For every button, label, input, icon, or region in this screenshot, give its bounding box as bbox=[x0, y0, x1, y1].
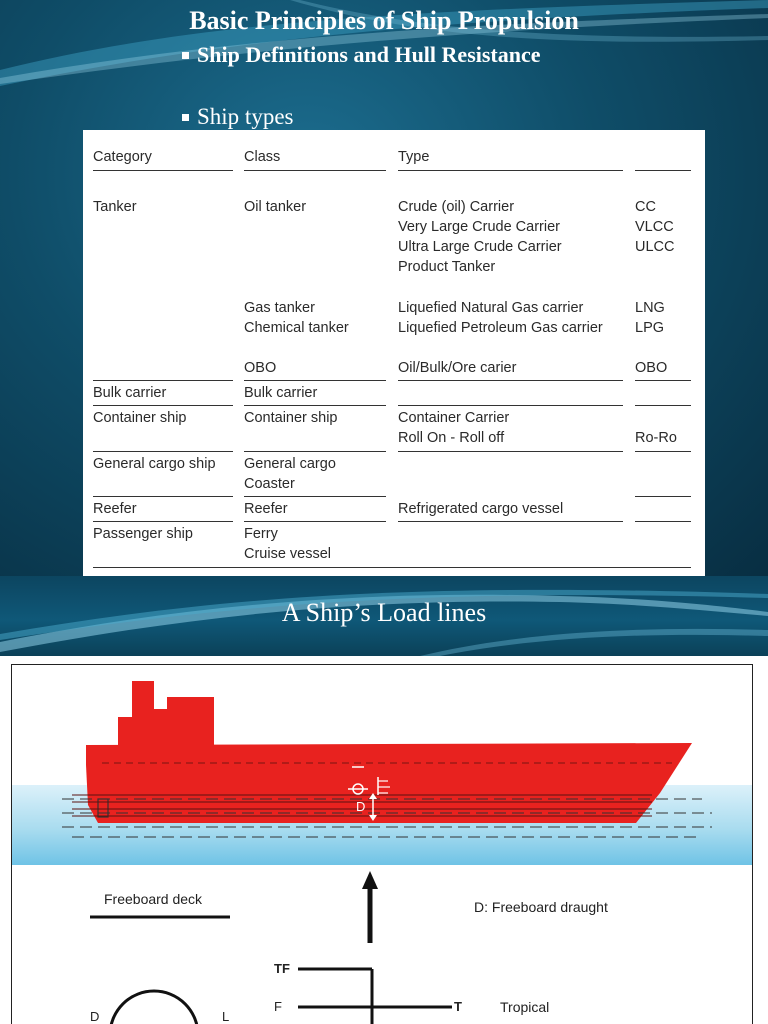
row-rule bbox=[398, 380, 623, 381]
cell-gas-abbr: LNG LPG bbox=[635, 300, 665, 336]
bullet-text: Ship types bbox=[197, 104, 294, 129]
cell-container-types: Container Carrier Roll On - Roll off bbox=[398, 410, 510, 446]
row-rule bbox=[244, 521, 386, 522]
cell-roro-abbr: Ro-Ro bbox=[635, 430, 677, 446]
row-rule bbox=[244, 405, 386, 406]
bullet-text: Ship Definitions and Hull Resistance bbox=[197, 42, 541, 67]
header-rule bbox=[93, 170, 233, 171]
cell-reefer-category: Reefer bbox=[93, 501, 137, 517]
row-rule bbox=[244, 451, 386, 452]
draught-marker-label: D bbox=[356, 799, 366, 814]
ship-diagram bbox=[12, 665, 752, 1024]
cell-obo-class: OBO bbox=[244, 360, 277, 376]
cell-obo-type: Oil/Bulk/Ore carier bbox=[398, 360, 517, 376]
t-label: T bbox=[454, 999, 462, 1014]
header-type: Type bbox=[398, 149, 430, 165]
ring-right-label: L bbox=[222, 1009, 230, 1024]
cell-reefer-type: Refrigerated cargo vessel bbox=[398, 501, 564, 517]
cell-general-class: General cargo Coaster bbox=[244, 456, 336, 492]
slide-load-lines bbox=[0, 656, 768, 1024]
table-bottom-rule bbox=[93, 567, 691, 568]
cell-general-category: General cargo ship bbox=[93, 456, 216, 472]
cell-oil-types: Crude (oil) Carrier Very Large Crude Carrier Ultra Large Crude Carrier Product Tanker bbox=[398, 199, 562, 275]
freeboard-draught-label: D: Freeboard draught bbox=[474, 899, 608, 915]
bullet-square-icon bbox=[182, 52, 189, 59]
header-rule bbox=[244, 170, 386, 171]
row-rule bbox=[398, 405, 623, 406]
cell-container-class: Container ship bbox=[244, 410, 338, 426]
header-rule bbox=[398, 170, 623, 171]
row-rule bbox=[93, 380, 233, 381]
row-rule bbox=[398, 451, 623, 452]
load-lines-title: A Ship’s Load lines bbox=[281, 598, 487, 627]
load-lines-figure bbox=[11, 664, 753, 1024]
cell-oil-tanker: Oil tanker bbox=[244, 199, 307, 215]
bullet-square-icon bbox=[182, 114, 189, 121]
row-rule bbox=[93, 521, 233, 522]
cell-tanker: Tanker bbox=[93, 199, 137, 215]
slide-header-load-lines bbox=[0, 576, 768, 656]
header-rule bbox=[635, 170, 691, 171]
bullet-hull-resistance bbox=[182, 42, 541, 68]
header-category: Category bbox=[93, 149, 152, 165]
f-label: F bbox=[274, 999, 282, 1014]
row-rule bbox=[93, 451, 233, 452]
cell-bulk-class: Bulk carrier bbox=[244, 385, 318, 401]
row-rule bbox=[244, 496, 386, 497]
tf-label: TF bbox=[274, 961, 290, 976]
ship-superstructure bbox=[118, 681, 214, 747]
freeboard-deck-label: Freeboard deck bbox=[104, 891, 203, 907]
row-rule bbox=[635, 405, 691, 406]
row-rule bbox=[635, 451, 691, 452]
cell-passenger-category: Passenger ship bbox=[93, 526, 193, 542]
cell-container-category: Container ship bbox=[93, 410, 187, 426]
row-rule bbox=[635, 521, 691, 522]
cell-gas-class: Gas tanker Chemical tanker bbox=[244, 300, 349, 336]
row-rule bbox=[244, 380, 386, 381]
ship-types-table bbox=[83, 130, 705, 576]
cell-bulk-category: Bulk carrier bbox=[93, 385, 167, 401]
row-rule bbox=[635, 380, 691, 381]
row-rule bbox=[93, 496, 233, 497]
slide-title: Basic Principles of Ship Propulsion bbox=[189, 6, 579, 35]
tropical-label: Tropical bbox=[500, 999, 550, 1015]
ring-left-label: D bbox=[90, 1009, 100, 1024]
header-class: Class bbox=[244, 149, 281, 165]
cell-reefer-class: Reefer bbox=[244, 501, 288, 517]
ship-hull bbox=[86, 743, 692, 823]
cell-oil-abbr: CC VLCC ULCC bbox=[635, 199, 675, 255]
row-rule bbox=[635, 496, 691, 497]
row-rule bbox=[398, 521, 623, 522]
cell-obo-abbr: OBO bbox=[635, 360, 668, 376]
bullet-ship-types bbox=[182, 104, 293, 130]
row-rule bbox=[93, 405, 233, 406]
cell-gas-types: Liquefied Natural Gas carrier Liquefied Petroleum Gas carrier bbox=[398, 300, 603, 336]
cell-passenger-class: Ferry Cruise vessel bbox=[244, 526, 332, 562]
